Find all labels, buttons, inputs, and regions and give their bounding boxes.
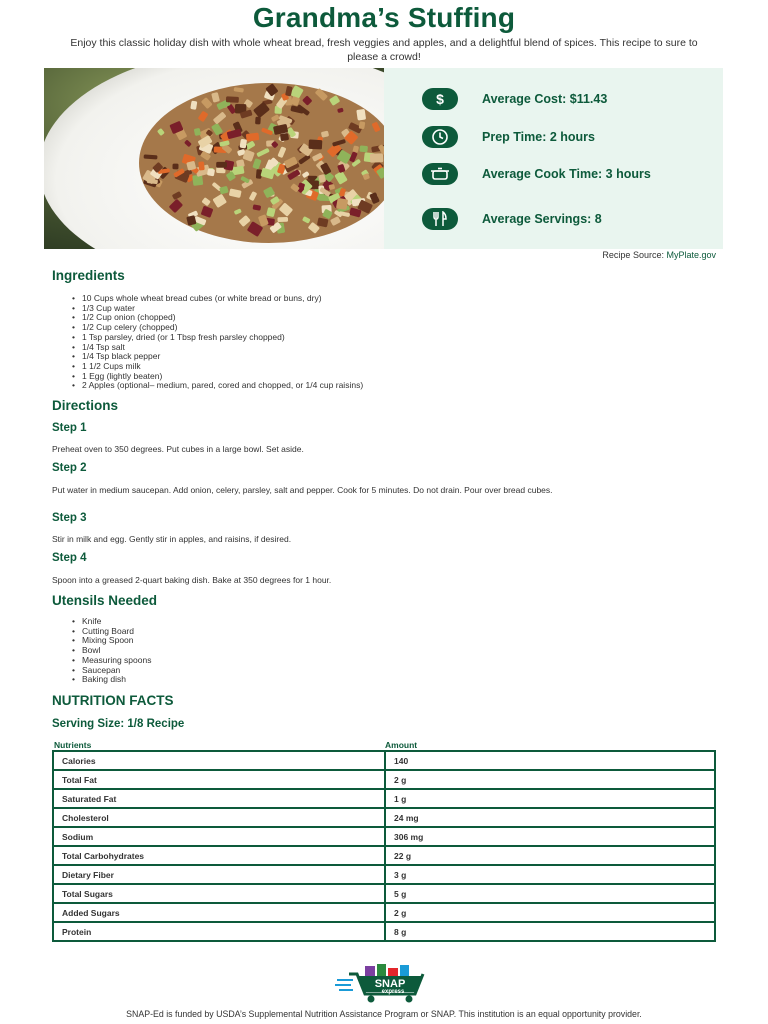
info-cook-time (422, 163, 682, 185)
nutrient-amount: 24 mg (385, 808, 715, 827)
pot-icon (422, 163, 458, 185)
nutrient-name: Cholesterol (53, 808, 385, 827)
page-subtitle: Enjoy this classic holiday dish with whole wheat bread, fresh veggies and apples, and a delightful blend of spices. This recipe to sure to please a crowd! (70, 37, 698, 63)
directions-heading: Directions (52, 398, 119, 413)
logo-text-snap: SNAP (374, 978, 406, 990)
ingredients-section (52, 268, 363, 391)
utensils-icon (422, 208, 458, 230)
nutrient-amount: 306 mg (385, 827, 715, 846)
step-1-title: Step 1 (52, 422, 87, 434)
recipe-source-prefix: Recipe Source: (602, 250, 667, 260)
table-row (53, 884, 715, 903)
list-item: • 1 1/2 Cups milk (72, 362, 363, 372)
stuffing-photo (44, 68, 384, 249)
stuffing-piece (370, 153, 384, 162)
info-servings-label: Average Servings: 8 (482, 211, 602, 226)
list-item: • Bowl (72, 646, 157, 656)
list-item: • Saucepan (72, 666, 157, 676)
serving-size: Serving Size: 1/8 Recipe (52, 718, 185, 730)
info-cost-label: Average Cost: $11.43 (482, 91, 608, 106)
table-row (53, 846, 715, 865)
info-prep-time (422, 126, 682, 148)
stuffing-piece (198, 161, 204, 170)
stuffing-piece (359, 145, 368, 152)
footer-disclaimer: SNAP-Ed is funded by USDA’s Supplemental Nutrition Assistance Program or SNAP. This institution is an equal opportunity provider. (126, 1009, 642, 1019)
step-3-text: Stir in milk and egg. Gently stir in apples, and raisins, if desired. (52, 534, 292, 544)
stuffing-piece (207, 168, 215, 176)
list-item: • 1 Tsp parsley, dried (or 1 Tbsp fresh parsley chopped) (72, 333, 363, 343)
info-cost (422, 88, 682, 110)
list-item: • 1/2 Cup celery (chopped) (72, 323, 363, 333)
nutrition-table (52, 750, 716, 942)
utensils-heading: Utensils Needed (52, 593, 158, 608)
snap-express-logo (335, 962, 430, 1004)
dollar-icon: $ (422, 88, 458, 110)
step-4-title: Step 4 (52, 552, 87, 564)
stuffing-piece (280, 133, 289, 141)
list-item: • 1/4 Tsp salt (72, 343, 363, 353)
stuffing-piece (246, 133, 260, 142)
stuffing-piece (308, 139, 322, 149)
utensils-list (72, 617, 157, 685)
stuffing-piece (336, 198, 348, 210)
nutrient-amount: 3 g (385, 865, 715, 884)
logo-text-express: express (381, 989, 405, 995)
nutrient-name: Total Carbohydrates (53, 846, 385, 865)
recipe-source-link[interactable]: MyPlate.gov (666, 250, 716, 260)
step-2-text: Put water in medium saucepan. Add onion, celery, parsley, salt and pepper. Cook for 5 minutes. Do not drain. Pour over bread cubes. (52, 485, 553, 495)
clock-icon (422, 126, 458, 148)
table-row (53, 903, 715, 922)
nutrient-name: Protein (53, 922, 385, 941)
list-item: • Measuring spoons (72, 656, 157, 666)
list-item: • 2 Apples (optional– medium, pared, cored and chopped, or 1/4 cup raisins) (72, 381, 363, 391)
nutrient-name: Added Sugars (53, 903, 385, 922)
page-title: Grandma’s Stuffing (252, 2, 516, 33)
step-3-title: Step 3 (52, 512, 87, 524)
list-item: • Knife (72, 617, 157, 627)
stuffing-piece (172, 164, 178, 170)
recipe-info-panel (384, 68, 723, 249)
stuffing-piece (359, 121, 366, 129)
step-4-text: Spoon into a greased 2-quart baking dish. Bake at 350 degrees for 1 hour. (52, 575, 332, 585)
stuffing-piece (226, 96, 239, 103)
nutrient-amount: 140 (385, 751, 715, 770)
stuffing-piece (216, 162, 227, 168)
step-1-text: Preheat oven to 350 degrees. Put cubes in a large bowl. Set aside. (52, 444, 304, 454)
nutrient-name: Dietary Fiber (53, 865, 385, 884)
nutrient-amount: 2 g (385, 903, 715, 922)
nutrient-amount: 22 g (385, 846, 715, 865)
list-item: • 1/2 Cup onion (chopped) (72, 313, 363, 323)
stuffing-piece (356, 109, 366, 121)
table-row (53, 865, 715, 884)
nutrients-column-header: Nutrients (54, 740, 92, 750)
nutrient-name: Total Sugars (53, 884, 385, 903)
list-item: • 1/3 Cup water (72, 304, 363, 314)
table-row (53, 827, 715, 846)
utensils-section (52, 593, 157, 685)
table-row (53, 789, 715, 808)
recipe-source (602, 250, 716, 260)
ingredients-list (72, 294, 363, 391)
list-item: • Baking dish (72, 675, 157, 685)
list-item: • 10 Cups whole wheat bread cubes (or white bread or buns, dry) (72, 294, 363, 304)
nutrient-name: Sodium (53, 827, 385, 846)
stuffing-piece (255, 117, 261, 125)
info-prep-time-label: Prep Time: 2 hours (482, 129, 595, 144)
nutrient-name: Total Fat (53, 770, 385, 789)
table-row (53, 770, 715, 789)
nutrient-amount: 2 g (385, 770, 715, 789)
info-cook-time-label: Average Cook Time: 3 hours (482, 166, 651, 181)
amount-column-header: Amount (385, 740, 418, 750)
nutrient-amount: 5 g (385, 884, 715, 903)
step-2-title: Step 2 (52, 462, 87, 474)
list-item: • 1/4 Tsp black pepper (72, 352, 363, 362)
table-row (53, 808, 715, 827)
table-row (53, 922, 715, 941)
table-row (53, 751, 715, 770)
nutrient-amount: 1 g (385, 789, 715, 808)
nutrient-amount: 8 g (385, 922, 715, 941)
ingredients-heading: Ingredients (52, 268, 125, 283)
list-item: • Cutting Board (72, 627, 157, 637)
nutrition-heading: NUTRITION FACTS (52, 693, 174, 708)
list-item: • 1 Egg (lightly beaten) (72, 372, 363, 382)
nutrient-name: Calories (53, 751, 385, 770)
list-item: • Mixing Spoon (72, 636, 157, 646)
info-servings (422, 208, 682, 230)
stuffing-piece (277, 217, 288, 222)
nutrient-name: Saturated Fat (53, 789, 385, 808)
